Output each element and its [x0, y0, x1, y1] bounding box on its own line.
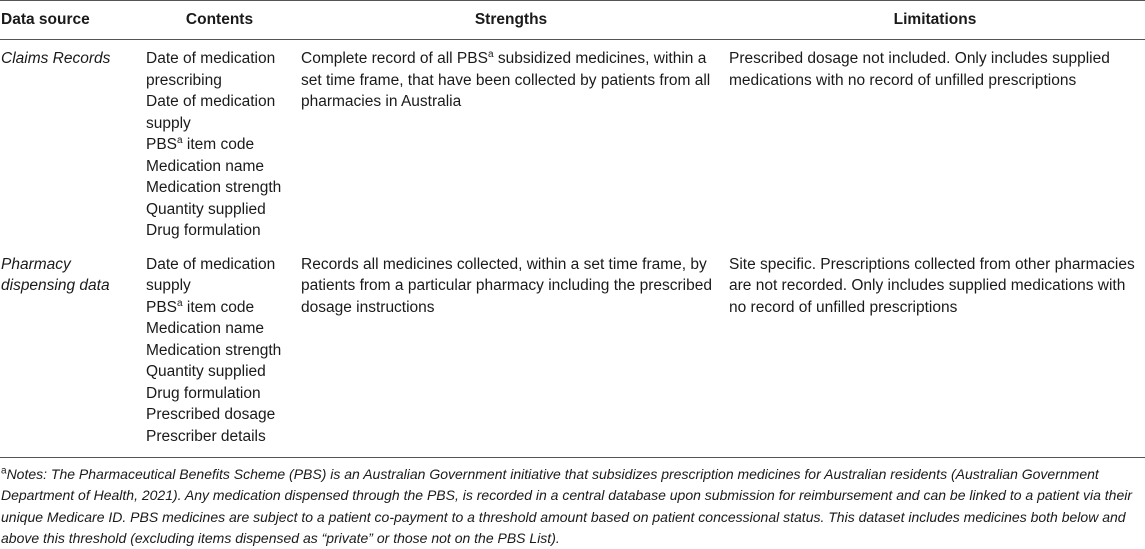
- row-limitations: Prescribed dosage not included. Only includes supplied medications with no record of unfilled prescriptions: [729, 50, 1110, 89]
- contents-item: Quantity supplied: [146, 200, 266, 218]
- row-limitations: Site specific. Prescriptions collected from other pharmacies are not recorded. Only includes supplied medications with no record of unfilled prescriptions: [725, 246, 1145, 458]
- table-header-row: [0, 1, 1145, 40]
- footnote-marker: a: [177, 134, 183, 146]
- contents-item: Date of medication supply: [146, 255, 276, 294]
- contents-item: Medication strength: [146, 179, 282, 196]
- row-source: Pharmacy dispensing data: [0, 246, 142, 458]
- row-strengths: Complete record of all PBS$^a$ subsidized medicines, within a set time frame, that have been collected by patients from all pharmacies in Australia: [301, 48, 711, 110]
- contents-item: Medication name: [146, 320, 265, 337]
- contents-item: Prescriber details: [146, 427, 266, 445]
- footnote-marker: a: [487, 48, 494, 60]
- contents-item: Quantity supplied: [146, 363, 266, 380]
- header-limitations: Limitations: [725, 1, 1145, 40]
- pbs-label: PBS: [146, 298, 178, 316]
- contents-item: Drug formulation: [146, 384, 261, 402]
- footnote-marker: a: [1, 465, 7, 477]
- row-source: Claims Records: [1, 50, 111, 67]
- row-contents: [142, 246, 297, 458]
- contents-item: PBS$^a$ item code: [146, 297, 255, 316]
- contents-item: Date of medication supply: [146, 93, 276, 132]
- row-strengths: Records all medicines collected, within a set time frame, by patients from a particular pharmacy including the prescribed dosage instructions: [297, 246, 725, 458]
- row-contents: [142, 40, 297, 246]
- contents-item: Medication strength: [146, 341, 282, 359]
- footnote-text: Notes: The Pharmaceutical Benefits Scheme (PBS) is an Australian Government initiative that subsidizes prescription medicines for Australian residents (Australian Government Department of Health, 2021). Any medication dispensed through the PBS, is recorded in a central database upon submission for reimbursement and can be linked to a patient via their unique Medicare ID. PBS medicines are subject to a patient co-payment to a threshold amount based on patient concessional status. This dataset includes medicines both below and above this threshold (excluding items dispensed as “private” or those not on the PBS List).: [1, 466, 1133, 546]
- header-strengths: Strengths: [297, 1, 725, 40]
- contents-item: PBS$^a$ item code: [146, 134, 255, 153]
- footnote-marker: a: [177, 297, 183, 309]
- table-row: [0, 246, 1145, 458]
- contents-item: Date of medication prescribing: [146, 50, 276, 89]
- header-data-source: Data source: [0, 1, 142, 40]
- table-row: [0, 40, 1145, 246]
- table-footnote: [0, 458, 1145, 549]
- contents-item: Drug formulation: [146, 222, 261, 239]
- contents-item: Medication name: [146, 157, 265, 175]
- header-contents: Contents: [142, 1, 297, 40]
- contents-item: Prescribed dosage: [146, 406, 276, 423]
- pbs-label: PBS: [146, 136, 178, 153]
